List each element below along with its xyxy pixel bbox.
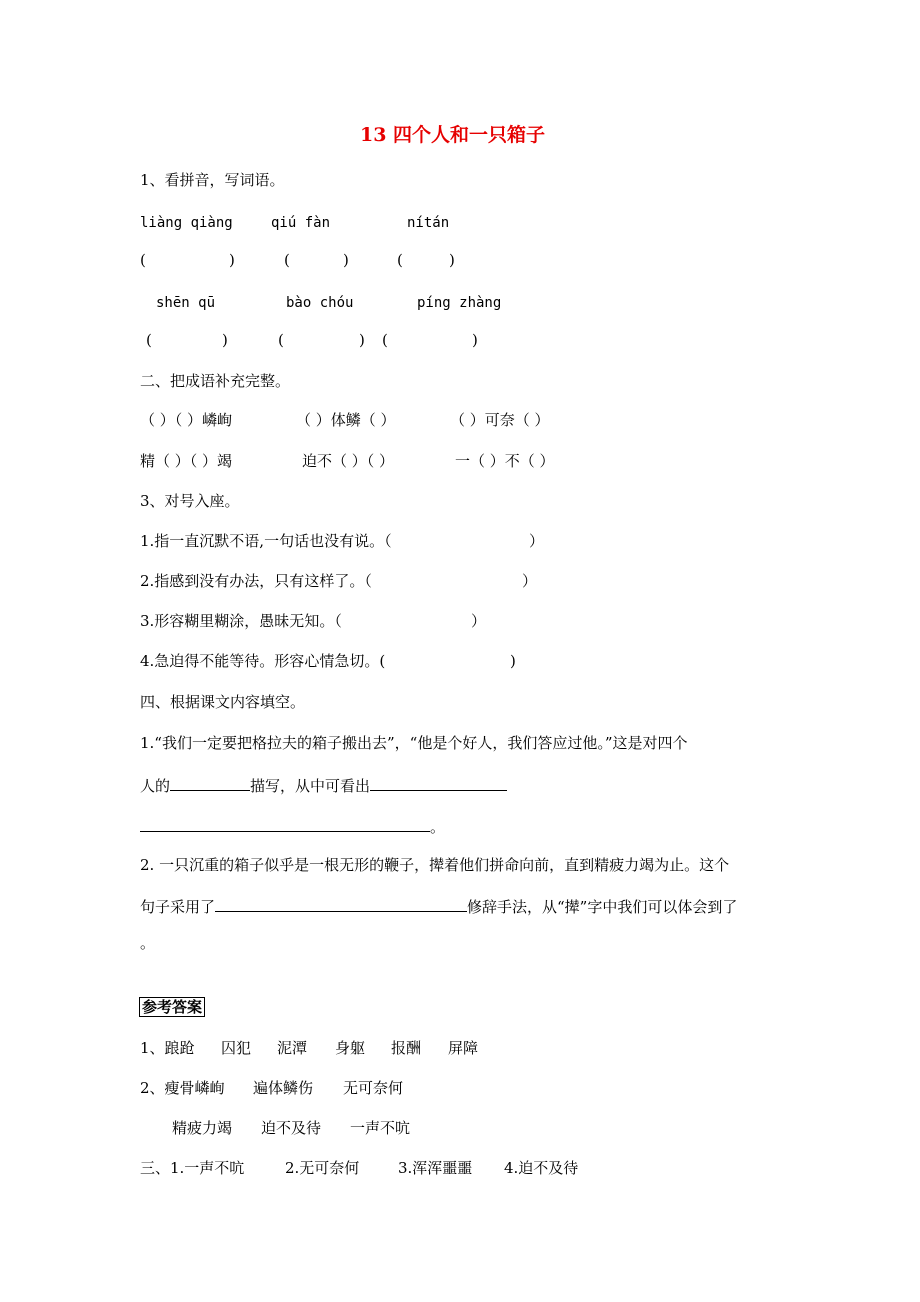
pinyin-2: qiú fàn	[271, 215, 331, 231]
answer-item: 2、瘦骨嶙峋	[140, 1079, 225, 1097]
q2-text: 修辞手法，从“撵”字中我们可以体会到了	[467, 898, 738, 916]
q1-line-3	[140, 815, 445, 837]
answer-blank	[370, 774, 507, 791]
answer-item: 1、踉跄	[140, 1039, 195, 1057]
answer-item: 三、1.一声不吭	[140, 1159, 245, 1177]
answer-blank	[170, 774, 250, 791]
match-item: 3.形容糊里糊涂，愚昧无知。（	[140, 612, 342, 630]
q1-text: 人的	[140, 777, 171, 795]
q1-end: 。	[430, 818, 446, 836]
pinyin-4: shēn qū	[156, 295, 216, 311]
paren-blank: (	[278, 331, 284, 349]
paren-blank: (	[284, 251, 290, 269]
paren-blank: )	[472, 331, 478, 349]
answer-item: 迫不及待	[261, 1119, 322, 1137]
answer-item: 无可奈何	[343, 1079, 404, 1097]
paren-blank: (	[397, 251, 403, 269]
sec3-heading: 3、对号入座。	[140, 492, 240, 510]
q2-text: 句子采用了	[140, 898, 216, 916]
paren-blank: )	[222, 331, 228, 349]
paren-blank: (	[146, 331, 152, 349]
match-item: 4.急迫得不能等待。形容心情急切。(	[140, 652, 386, 670]
paren-blank: ）	[471, 612, 487, 630]
paren-blank: (	[382, 331, 388, 349]
paren-blank: (	[140, 251, 146, 269]
idiom-item: 迫不（ ）（ ）	[302, 452, 395, 470]
answer-item: 一声不吭	[350, 1119, 411, 1137]
answer-blank	[140, 815, 430, 832]
paren-blank: ）	[529, 532, 545, 550]
paren-blank: )	[229, 251, 235, 269]
match-item: 1.指一直沉默不语,一句话也没有说。（	[140, 532, 392, 550]
answer-item: 囚犯	[221, 1039, 252, 1057]
idiom-item: （ ）可奈（ ）	[450, 411, 550, 429]
paren-blank: )	[359, 331, 365, 349]
pinyin-1: liàng qiàng	[140, 215, 233, 231]
answers-label	[139, 997, 205, 1017]
match-item: 2.指感到没有办法，只有这样了。（	[140, 572, 372, 590]
idiom-item: 精（ ）（ ）竭	[140, 452, 233, 470]
answer-item: 屏障	[448, 1039, 479, 1057]
paren-blank: )	[510, 652, 516, 670]
q1-line-2	[140, 774, 507, 796]
answers-label-text: 参考答案	[139, 997, 205, 1017]
answer-item: 4.迫不及待	[504, 1159, 579, 1177]
sec1-heading: 1、看拼音，写词语。	[140, 171, 285, 189]
q2-line-2	[140, 895, 737, 917]
pinyin-5: bào chóu	[286, 295, 354, 311]
pinyin-6: píng zhàng	[417, 295, 502, 311]
q2-line-1: 2. 一只沉重的箱子似乎是一根无形的鞭子，撵着他们拼命向前，直到精疲力竭为止。这个	[140, 856, 730, 874]
answer-item: 报酬	[391, 1039, 422, 1057]
pinyin-3: nítán	[407, 215, 450, 231]
answer-item: 泥潭	[277, 1039, 308, 1057]
idiom-item: 一（ ）不（ ）	[455, 452, 555, 470]
q2-line-3: 。	[140, 934, 156, 952]
q1-line-1: 1.“我们一定要把格拉夫的箱子搬出去”，“他是个好人，我们答应过他。”这是对四个	[140, 734, 688, 752]
sec4-heading: 四、根据课文内容填空。	[140, 693, 306, 711]
page-title: 13 四个人和一只箱子	[360, 124, 546, 146]
idiom-item: （ ）体鳞（ ）	[296, 411, 396, 429]
answer-item: 身躯	[335, 1039, 366, 1057]
answer-blank	[215, 895, 467, 912]
answer-item: 3.浑浑噩噩	[398, 1159, 473, 1177]
paren-blank: ）	[522, 572, 538, 590]
answer-item: 2.无可奈何	[285, 1159, 360, 1177]
idiom-item: （ ）（ ）嶙峋	[140, 411, 233, 429]
q1-text: 描写，从中可看出	[250, 777, 371, 795]
paren-blank: )	[449, 251, 455, 269]
answer-item: 精疲力竭	[172, 1119, 233, 1137]
sec2-heading: 二、把成语补充完整。	[140, 372, 291, 390]
paren-blank: )	[343, 251, 349, 269]
answer-item: 遍体鳞伤	[253, 1079, 314, 1097]
